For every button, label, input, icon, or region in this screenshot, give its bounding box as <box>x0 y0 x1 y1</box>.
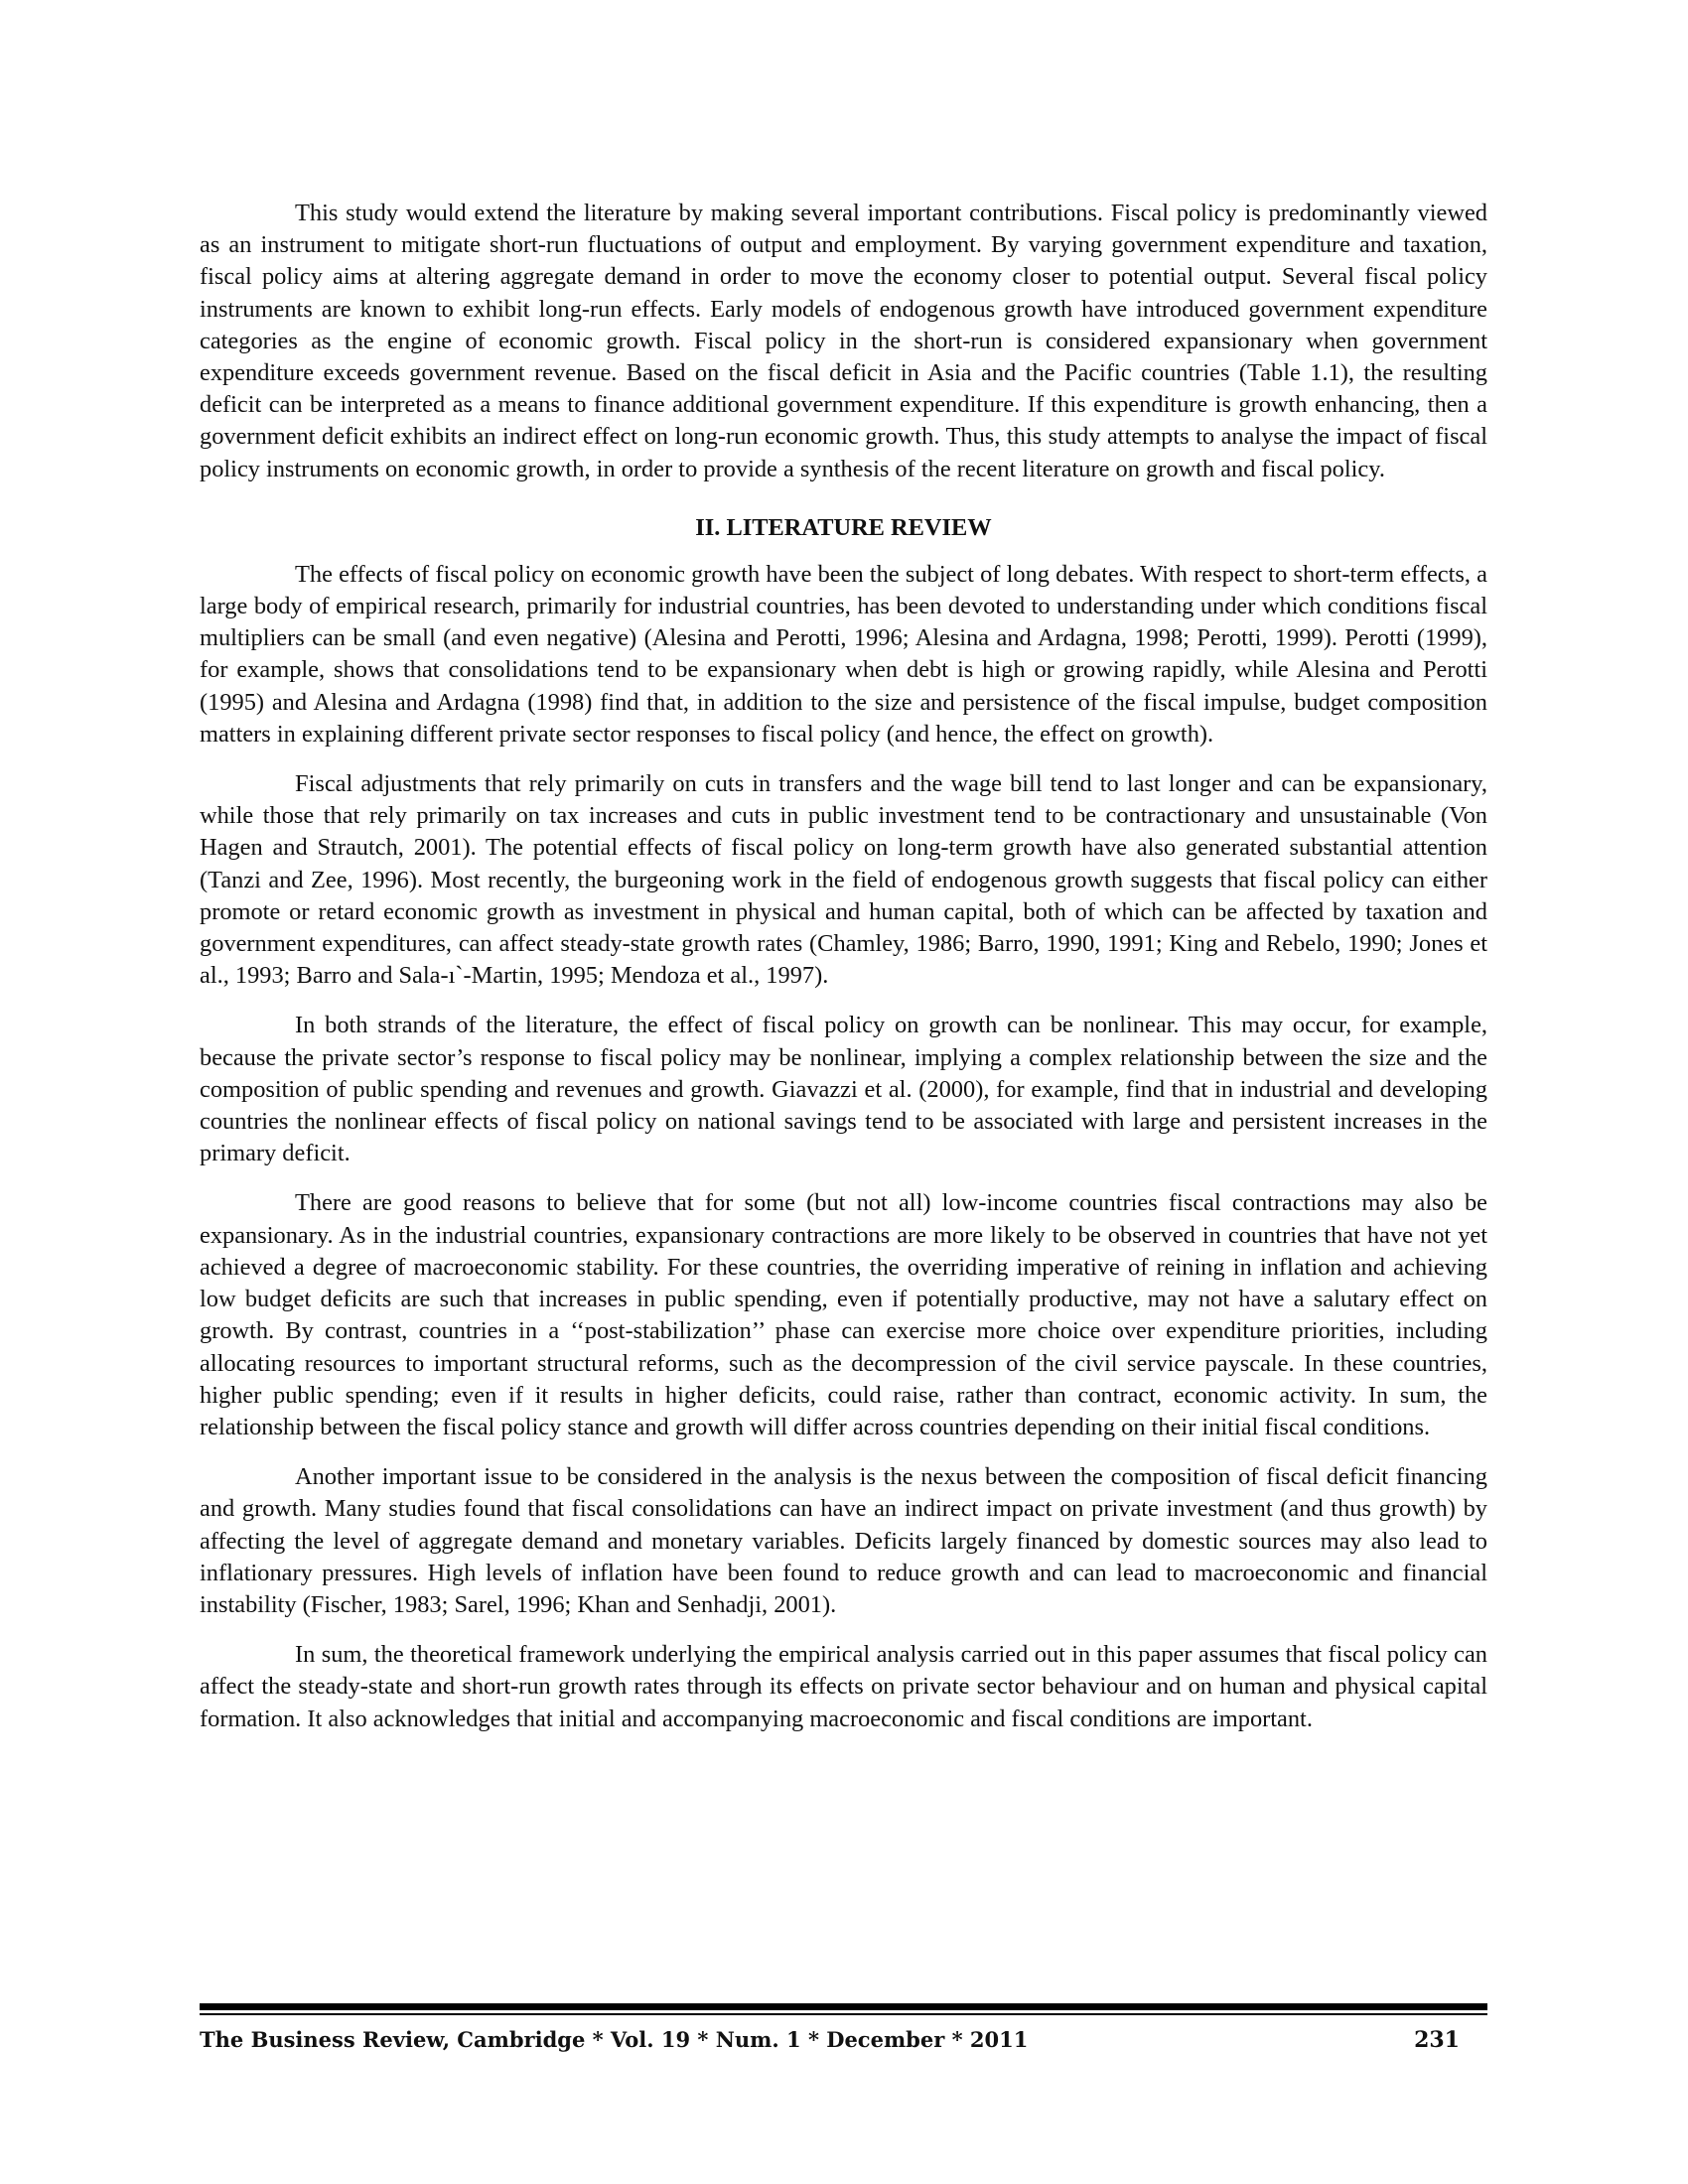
literature-paragraph-5: Another important issue to be considered in the analysis is the nexus between the composition of fiscal deficit financing and growth. Many studies found that fiscal consolidations can have an indirect impact on private investment (and thus growth) by affecting the level of aggregate demand and monetary variables. Deficits largely financed by domestic sources may also lead to inflationary pressures. High levels of inflation have been found to reduce growth and can lead to macroeconomic and financial instability (Fischer, 1983; Sarel, 1996; Khan and Senhadji, 2001). <box>200 1463 1487 1618</box>
literature-paragraph-1: The effects of fiscal policy on economic growth have been the subject of long debates. With respect to short-term effects, a large body of empirical research, primarily for industrial countries, has been devoted to understanding under which conditions fiscal multipliers can be small (and even negative) (Alesina and Perotti, 1996; Alesina and Ardagna, 1998; Perotti, 1999). Perotti (1999), for example, shows that consolidations tend to be expansionary when debt is high or growing rapidly, while Alesina and Perotti (1995) and Alesina and Ardagna (1998) find that, in addition to the size and persistence of the fiscal impulse, budget composition matters in explaining different private sector responses to fiscal policy (and hence, the effect on growth). <box>200 560 1487 748</box>
footer-rule-thin <box>200 2013 1487 2015</box>
literature-paragraph-3: In both strands of the literature, the effect of fiscal policy on growth can be nonlinear. This may occur, for example, because the private sector’s response to fiscal policy may be nonlinear, implying a complex relationship between the size and the composition of public spending and revenues and growth. Giavazzi et al. (2000), for example, find that in industrial and developing countries the nonlinear effects of fiscal policy on national savings tend to be associated with large and persistent increases in the primary deficit. <box>200 1012 1487 1167</box>
literature-paragraph-6: In sum, the theoretical framework underlying the empirical analysis carried out in this paper assumes that fiscal policy can affect the steady-state and short-run growth rates through its effects on private sector behaviour and on human and physical capital formation. It also acknowledges that initial and accompanying macroeconomic and fiscal conditions are important. <box>200 1641 1487 1732</box>
footer-rule-thick <box>200 2003 1487 2010</box>
page-number: 231 <box>1414 2027 1460 2053</box>
article-body <box>200 198 1487 1735</box>
literature-paragraph-4: There are good reasons to believe that for some (but not all) low-income countries fiscal contractions may also be expansionary. As in the industrial countries, expansionary contractions are more likely to be observed in countries that have not yet achieved a degree of macroeconomic stability. For these countries, the overriding imperative of reining in inflation and achieving low budget deficits are such that increases in public spending, even if potentially productive, may not have a salutary effect on growth. By contrast, countries in a ‘‘post-stabilization’’ phase can exercise more choice over expenditure priorities, including allocating resources to important structural reforms, such as the decompression of the civil service payscale. In these countries, higher public spending; even if it results in higher deficits, could raise, rather than contract, economic activity. In sum, the relationship between the fiscal policy stance and growth will differ across countries depending on their initial fiscal conditions. <box>200 1189 1487 1440</box>
footer-row <box>200 2027 1487 2053</box>
section-heading-literature-review: II. LITERATURE REVIEW <box>695 513 992 541</box>
literature-paragraph-2: Fiscal adjustments that rely primarily on cuts in transfers and the wage bill tend to last longer and can be expansionary, while those that rely primarily on tax increases and cuts in public investment tend to be contractionary and unsustainable (Von Hagen and Strautch, 2001). The potential effects of fiscal policy on long-term growth have also generated substantial attention (Tanzi and Zee, 1996). Most recently, the burgeoning work in the field of endogenous growth suggests that fiscal policy can either promote or retard economic growth as investment in physical and human capital, both of which can be affected by taxation and government expenditures, can affect steady-state growth rates (Chamley, 1986; Barro, 1990, 1991; King and Rebelo, 1990; Jones et al., 1993; Barro and Sala-ı`-Martin, 1995; Mendoza et al., 1997). <box>200 770 1487 990</box>
page-footer <box>200 2003 1487 2053</box>
intro-paragraph: This study would extend the literature by making several important contributions. Fiscal policy is predominantly viewed as an instrument to mitigate short-run fluctuations of output and employment. By varying government expenditure and taxation, fiscal policy aims at altering aggregate demand in order to move the economy closer to potential output. Several fiscal policy instruments are known to exhibit long-run effects. Early models of endogenous growth have introduced government expenditure categories as the engine of economic growth. Fiscal policy in the short-run is considered expansionary when government expenditure exceeds government revenue. Based on the fiscal deficit in Asia and the Pacific countries (Table 1.1), the resulting deficit can be interpreted as a means to finance additional government expenditure. If this expenditure is growth enhancing, then a government deficit exhibits an indirect effect on long-run economic growth. Thus, this study attempts to analyse the impact of fiscal policy instruments on economic growth, in order to provide a synthesis of the recent literature on growth and fiscal policy. <box>200 200 1487 482</box>
journal-citation: The Business Review, Cambridge * Vol. 19 * Num. 1 * December * 2011 <box>200 2027 1029 2052</box>
